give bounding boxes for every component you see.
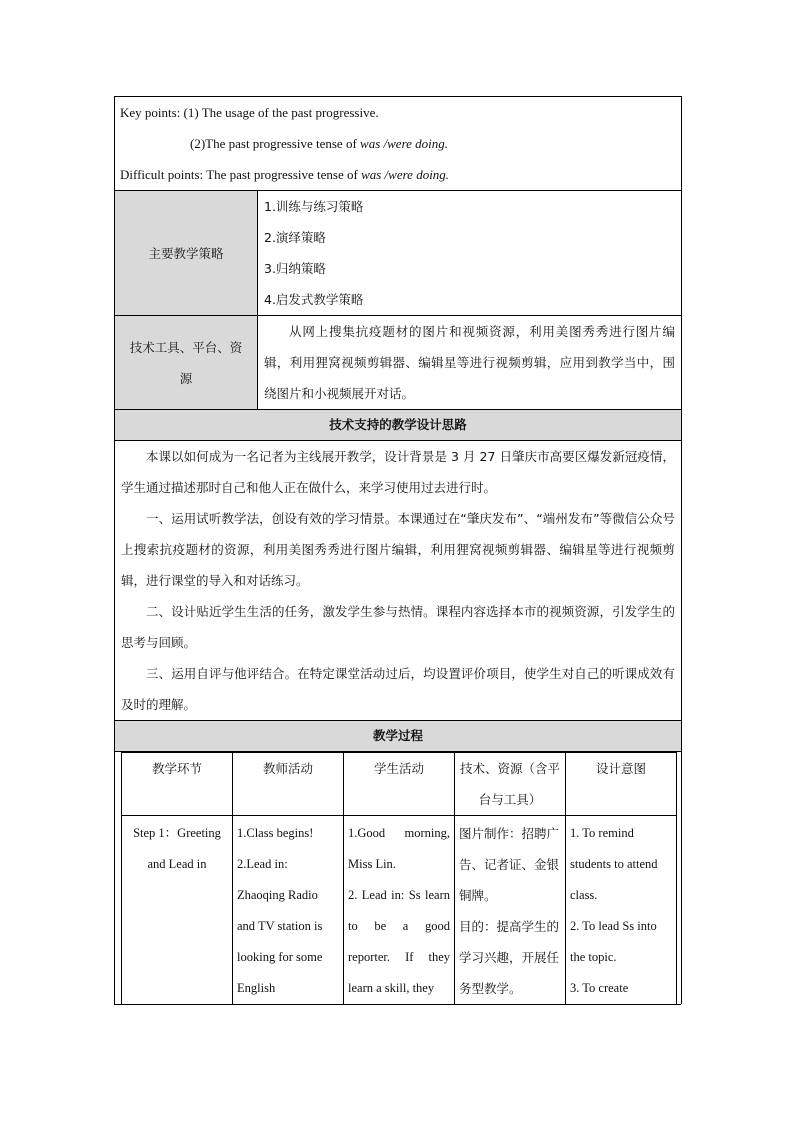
tools-text: 从网上搜集抗疫题材的图片和视频资源，利用美图秀秀进行图片编辑，利用狸窝视频剪辑器、编辑星等进行视频剪辑，应用到教学当中，围绕图片和小视频展开对话。 bbox=[264, 324, 675, 401]
col-header-tech: 技术、资源（含平台与工具） bbox=[455, 753, 566, 816]
col-header-teacher: 教师活动 bbox=[233, 753, 344, 816]
strategy-row bbox=[115, 191, 682, 316]
key-point-2: (2)The past progressive tense of was /were doing. bbox=[190, 136, 449, 151]
design-paragraph: 本课以如何成为一名记者为主线展开教学，设计背景是 3 月 27 日肇庆市高要区爆发新冠疫情，学生通过描述那时自己和他人正在做什么，来学习使用过去进行时。 bbox=[121, 449, 675, 495]
strategy-item: 3.归纳策略 bbox=[264, 261, 326, 276]
step-student-activity: 1.Good morning, Miss Lin. 2. Lead in: Ss learn to be a good reporter. If they learn a skill, they bbox=[344, 816, 455, 1005]
col-header-stage: 教学环节 bbox=[122, 753, 233, 816]
key-points-cell bbox=[115, 97, 682, 191]
process-header-row bbox=[122, 753, 677, 816]
process-step-row bbox=[122, 816, 677, 1005]
tools-cell bbox=[258, 316, 682, 410]
table-bottom-edge bbox=[114, 1004, 681, 1005]
lesson-plan-table bbox=[114, 96, 682, 1004]
design-title: 技术支持的教学设计思路 bbox=[115, 410, 682, 441]
tools-row bbox=[115, 316, 682, 410]
key-point-1: Key points: (1) The usage of the past progressive. bbox=[120, 105, 379, 120]
design-paragraph: 二、设计贴近学生生活的任务，激发学生参与热情。课程内容选择本市的视频资源，引发学生的思考与回顾。 bbox=[121, 604, 675, 650]
design-title-row bbox=[115, 410, 682, 441]
process-title-row bbox=[115, 721, 682, 752]
process-body-row bbox=[115, 752, 682, 1005]
key-points-row bbox=[115, 97, 682, 191]
col-header-intent: 设计意图 bbox=[566, 753, 677, 816]
step-teacher-activity: 1.Class begins! 2.Lead in: Zhaoqing Radio and TV station is looking for some English bbox=[233, 816, 344, 1005]
strategy-item: 4.启发式教学策略 bbox=[264, 292, 364, 307]
tools-label: 技术工具、平台、资源 bbox=[115, 316, 258, 410]
design-paragraph: 一、运用试听教学法，创设有效的学习情景。本课通过在“肇庆发布”、“端州发布”等微信公众号上搜索抗疫题材的资源，利用美图秀秀进行图片编辑，利用狸窝视频剪辑器、编辑星等进行视频剪辑，进行课堂的导入和对话练习。 bbox=[121, 511, 675, 588]
step-stage: Step 1：Greeting and Lead in bbox=[122, 816, 233, 1005]
design-body bbox=[115, 441, 682, 721]
design-body-row bbox=[115, 441, 682, 721]
strategy-item: 2.演绎策略 bbox=[264, 230, 326, 245]
strategy-item: 1.训练与练习策略 bbox=[264, 199, 364, 214]
strategy-list bbox=[258, 191, 682, 316]
process-title: 教学过程 bbox=[115, 721, 682, 752]
process-table bbox=[121, 752, 677, 1004]
step-design-intent: 1. To remind students to attend class. 2. To lead Ss into the topic. 3. To create bbox=[566, 816, 677, 1005]
step-tech-resource: 图片制作：招聘广告、记者证、金银铜牌。 目的：提高学生的学习兴趣，开展任务型教学。 bbox=[455, 816, 566, 1005]
difficult-points: Difficult points: The past progressive tense of was /were doing. bbox=[120, 167, 450, 182]
process-body bbox=[115, 752, 682, 1005]
design-paragraph: 三、运用自评与他评结合。在特定课堂活动过后，均设置评价项目，使学生对自己的听课成效有及时的理解。 bbox=[121, 666, 675, 712]
strategy-label: 主要教学策略 bbox=[115, 191, 258, 316]
document-page bbox=[114, 96, 681, 1005]
col-header-student: 学生活动 bbox=[344, 753, 455, 816]
